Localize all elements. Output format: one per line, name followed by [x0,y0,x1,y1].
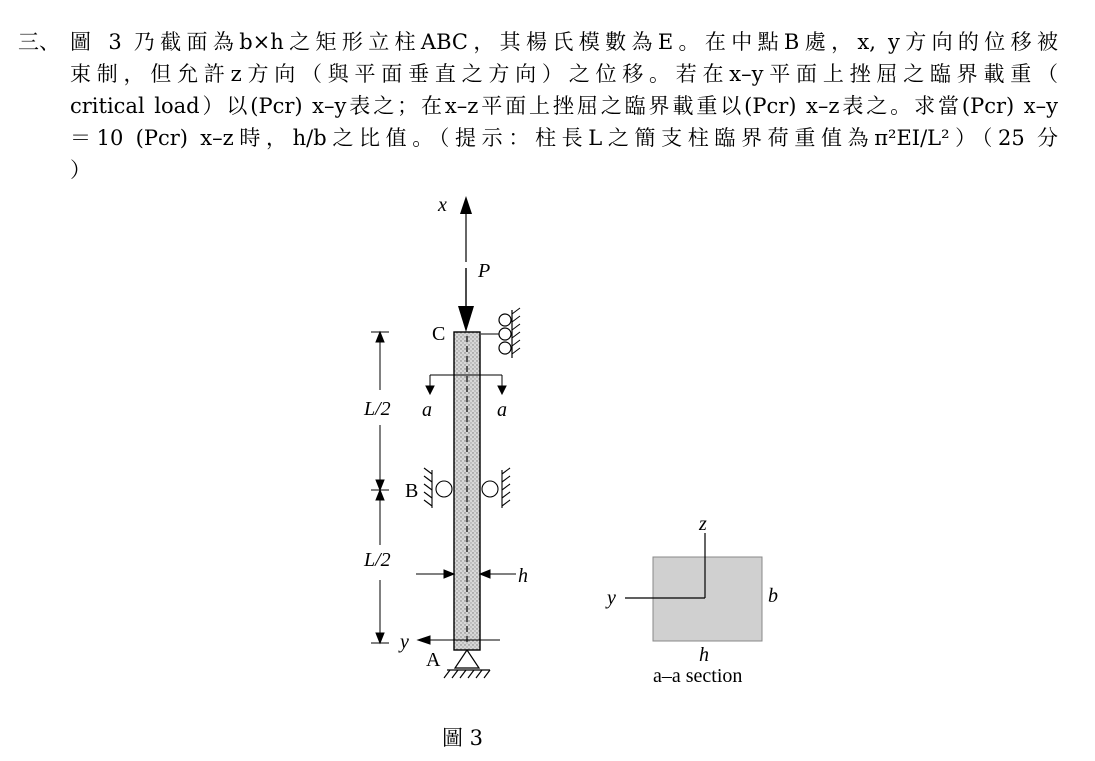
section-b-label: b [768,585,778,607]
section-z-label: z [699,513,707,535]
section-h-label: h [699,644,709,666]
problem-line-5: ） [70,158,91,182]
pin-support-a [444,650,490,678]
problem-line-2: 束制，但允許z方向（與平面垂直之方向）之位移。若在x–y平面上挫屈之臨界載重（ [70,62,1058,86]
half-length-top-label: L/2 [364,398,391,420]
load-arrow [458,268,474,332]
load-label: P [478,260,491,282]
problem-number: 三、 [18,30,60,54]
point-a-label: A [426,649,441,671]
figure-caption: 圖 3 [442,726,484,750]
width-label: h [518,565,528,587]
section-caption: a–a section [653,665,743,687]
problem-line-3: critical load）以(Pcr) x–y表之；在x–z平面上挫屈之臨界載重以(Pcr) x–z表之。求當(Pcr) x–y [70,94,1058,118]
point-b-label: B [405,480,419,502]
x-axis-label: x [438,194,447,216]
y-axis-label: y [400,631,409,653]
point-c-label: C [432,323,446,345]
roller-support-c [481,308,520,358]
x-axis-arrow [460,196,472,262]
problem-line-1: 圖 3 乃截面為b×h之矩形立柱ABC，其楊氏模數為E。在中點B處，x, y方向的位移被 [70,30,1058,54]
section-y-label: y [607,587,616,609]
cross-section [625,533,762,641]
dimension-line [371,332,389,643]
half-length-bottom-label: L/2 [364,549,391,571]
cut-left-label: a [422,399,432,421]
cut-right-label: a [497,399,507,421]
problem-line-4: ＝10 (Pcr) x–z時，h/b之比值。（提示：柱長L之簡支柱臨界荷重值為π²EI/L²）（25 分 [70,126,1058,150]
